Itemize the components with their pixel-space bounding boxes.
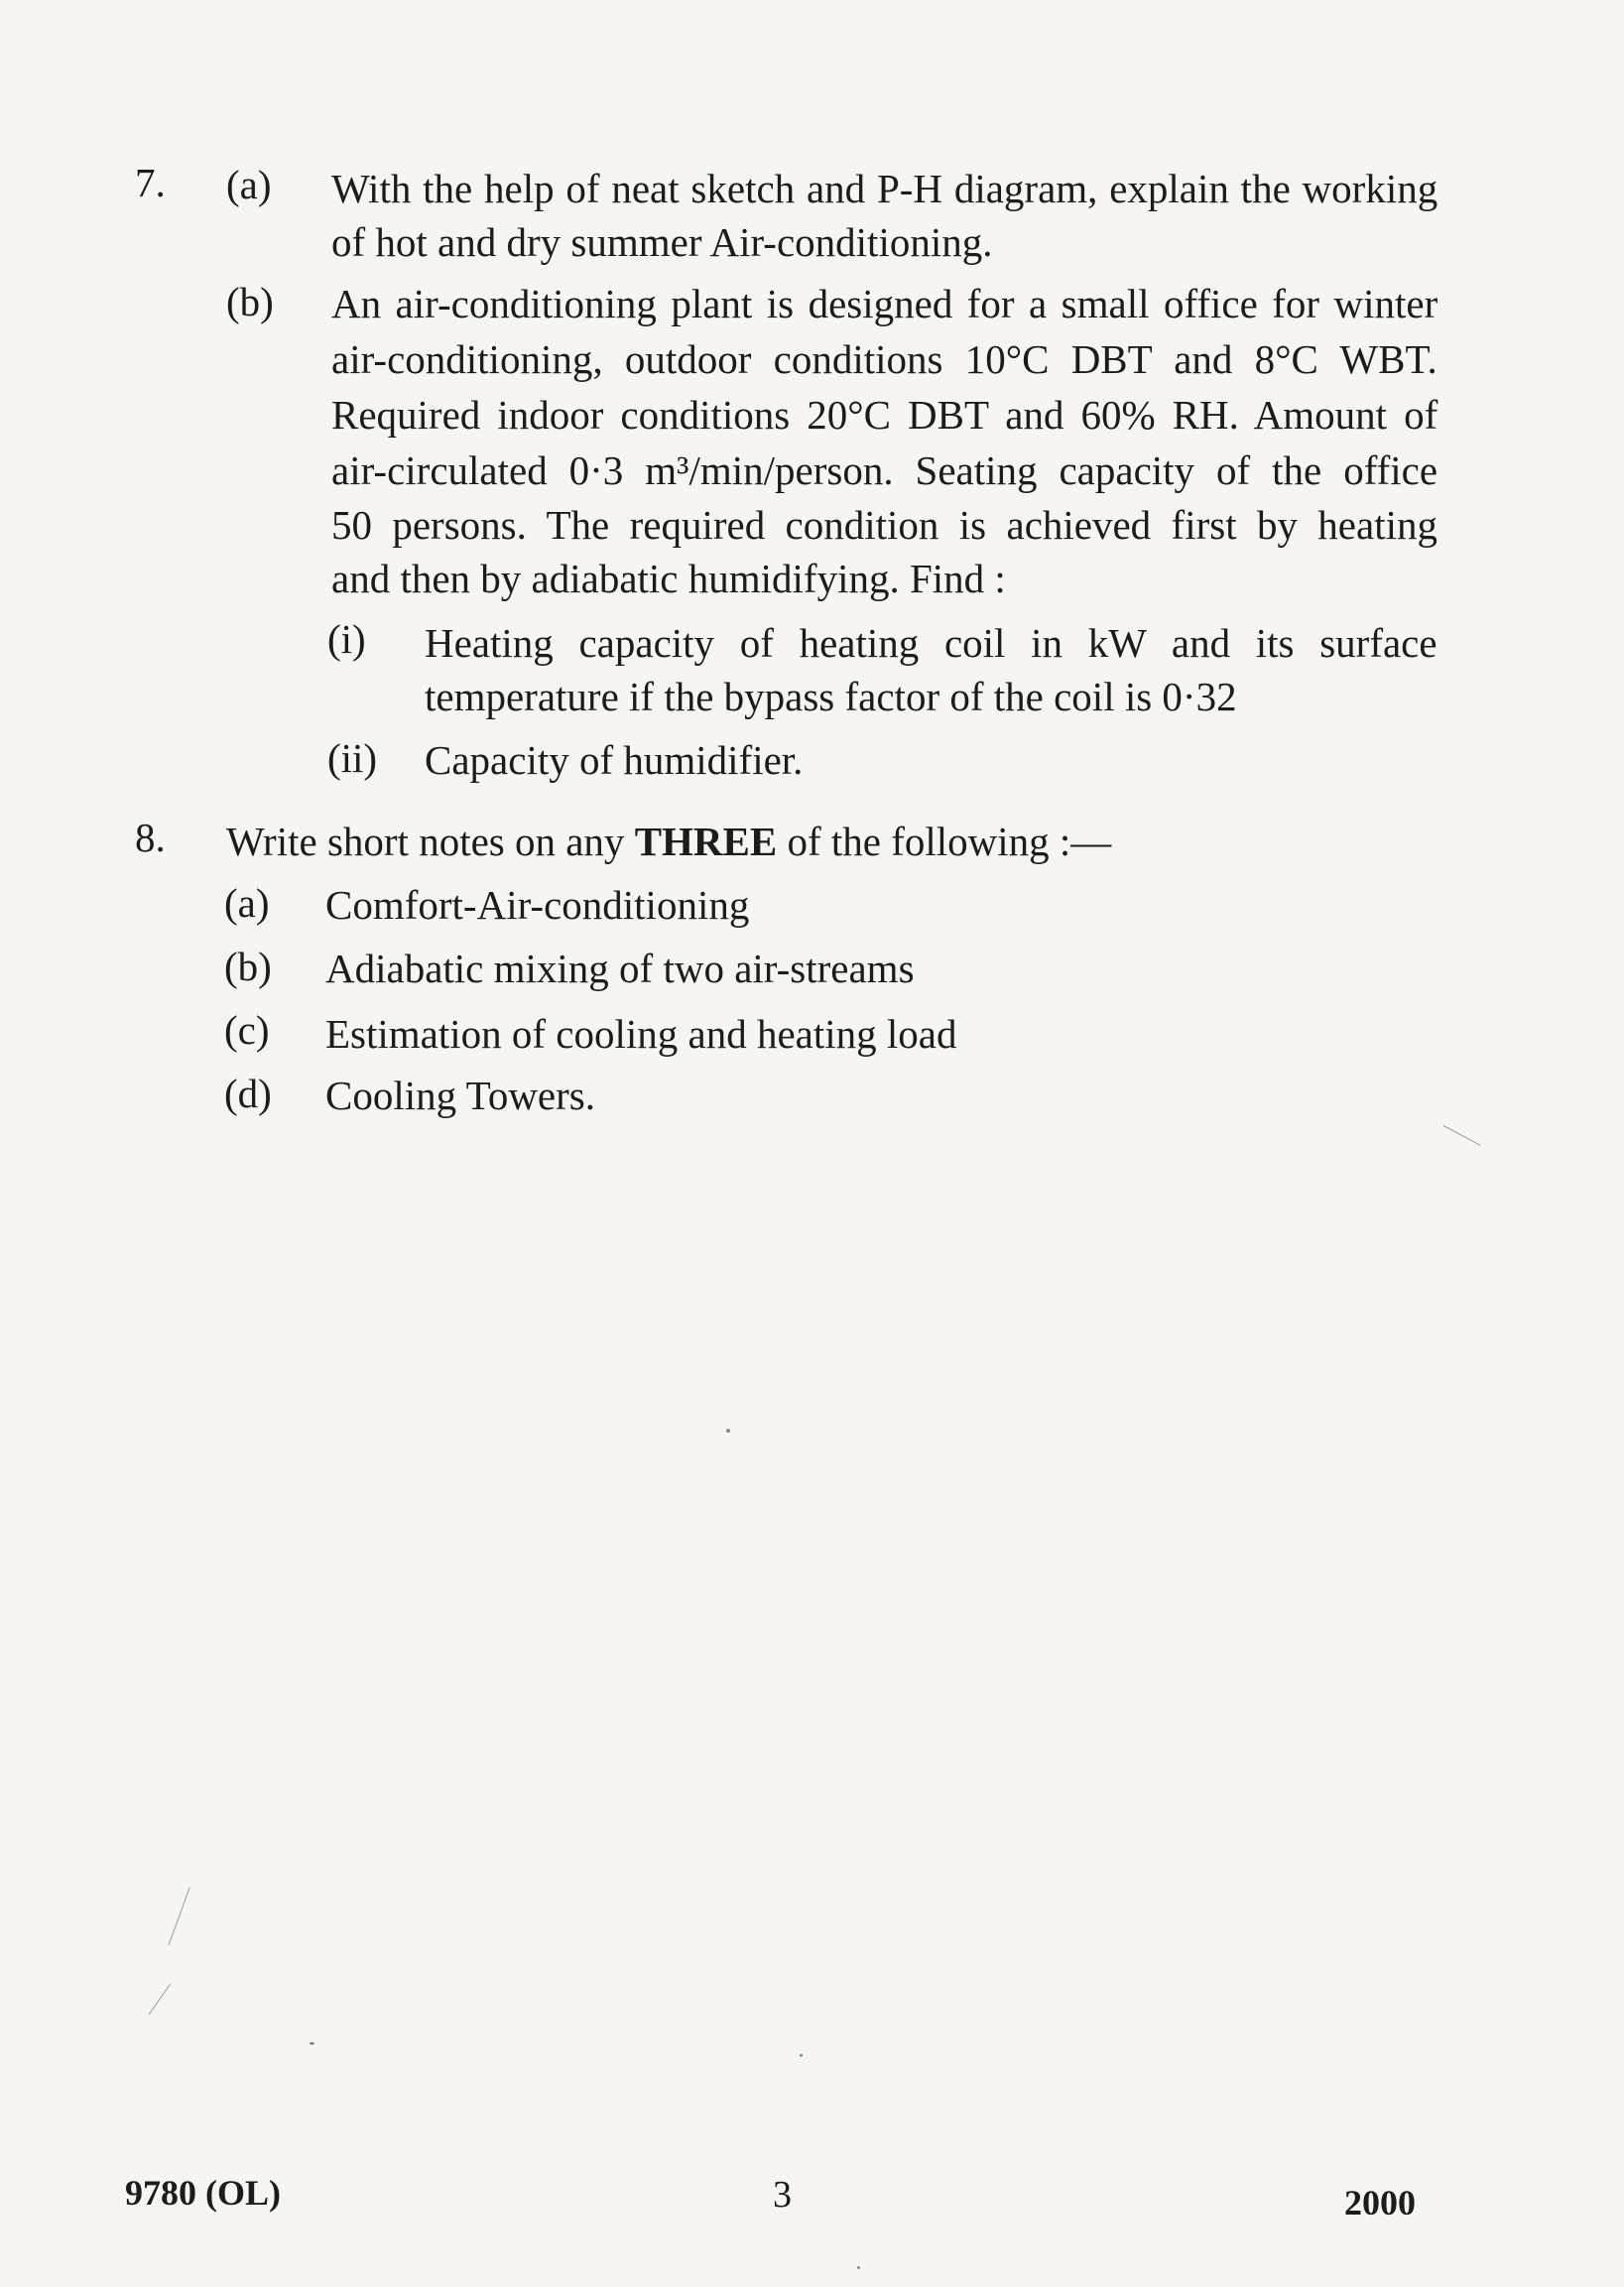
page-number: 3 (773, 2174, 792, 2216)
question-8a-text: Comfort-Air-conditioning (325, 882, 750, 928)
scan-mark (169, 1887, 190, 1946)
question-7b-marker: (b) (226, 279, 274, 324)
scan-mark (1443, 1125, 1481, 1146)
question-8-intro (226, 816, 1111, 867)
question-7b-line-2: air-conditioning, outdoor conditions 10°C DBT and 8°C WBT. (331, 336, 1437, 382)
question-8a-marker: (a) (224, 880, 270, 926)
question-7b-line-1: An air-conditioning plant is designed for a small office for winter (331, 281, 1438, 326)
print-count: 2000 (1344, 2183, 1416, 2223)
question-7b-ii-text: Capacity of humidifier. (425, 737, 804, 783)
question-7b-i-line-2: temperature if the bypass factor of the coil is 0·32 (425, 674, 1237, 719)
scan-speck (310, 2042, 314, 2045)
question-8-number: 8. (135, 815, 166, 860)
question-7a-line-1: With the help of neat sketch and P-H diagram, explain the working (331, 166, 1438, 211)
question-8c-text: Estimation of cooling and heating load (325, 1011, 957, 1057)
question-8b-marker: (b) (224, 944, 272, 989)
scan-speck (857, 2266, 860, 2269)
question-8-intro-start: Write short notes on any (226, 819, 635, 864)
scan-speck (800, 2054, 803, 2057)
question-7b-line-3: Required indoor conditions 20°C DBT and 60% RH. Amount of (331, 392, 1438, 438)
paper-code: 9780 (OL) (125, 2173, 281, 2213)
scan-mark (149, 1983, 172, 2015)
question-8d-marker: (d) (224, 1071, 272, 1116)
question-7b-i-line-1: Heating capacity of heating coil in kW and its surface (425, 620, 1437, 666)
scan-speck (726, 1429, 730, 1433)
question-7b-line-6: and then by adiabatic humidifying. Find : (331, 556, 1006, 601)
question-7b-ii-marker: (ii) (327, 735, 378, 781)
question-8d-text: Cooling Towers. (325, 1073, 595, 1118)
question-7a-marker: (a) (226, 162, 272, 207)
question-8-intro-end: of the following :— (777, 819, 1112, 864)
question-7b-line-5: 50 persons. The required condition is achieved first by heating (331, 502, 1437, 548)
question-8c-marker: (c) (224, 1007, 270, 1053)
question-8-intro-three: THREE (634, 819, 778, 864)
question-8b-text: Adiabatic mixing of two air-streams (325, 946, 915, 991)
question-7a-line-2: of hot and dry summer Air-conditioning. (331, 219, 993, 265)
question-7b-i-marker: (i) (327, 616, 366, 662)
question-7b-line-4: air-circulated 0·3 m³/min/person. Seating capacity of the office (331, 447, 1438, 493)
question-7-number: 7. (135, 160, 166, 205)
